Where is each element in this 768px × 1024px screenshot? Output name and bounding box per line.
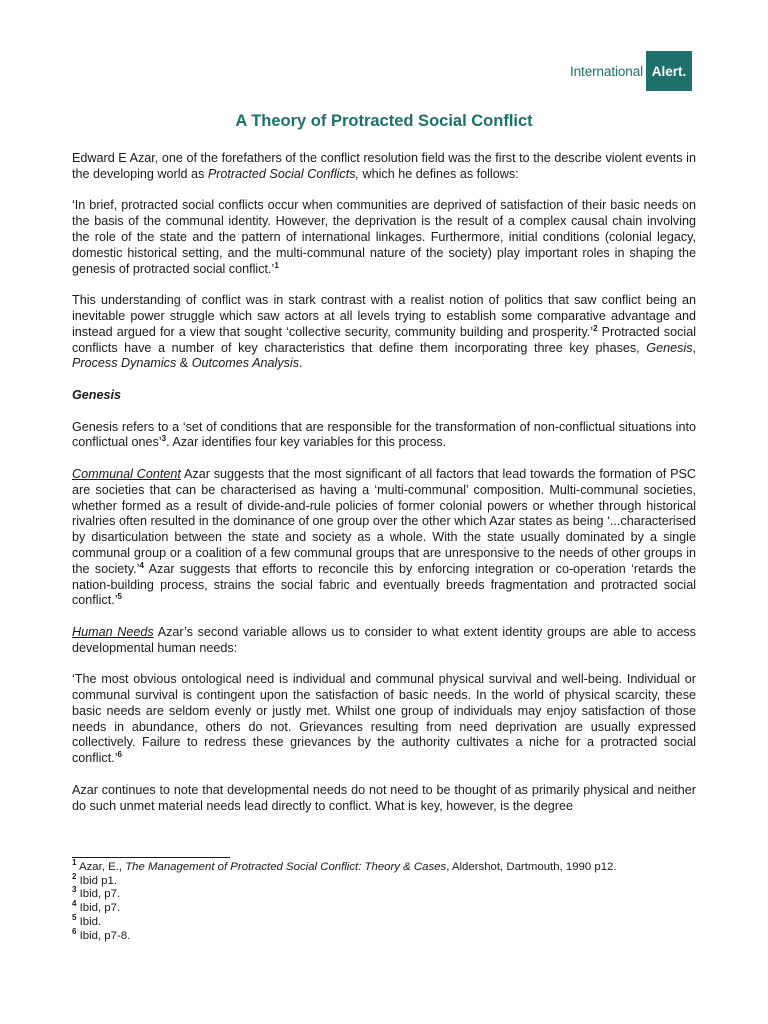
logo-text-box: Alert. [646, 51, 692, 91]
paragraph-genesis [72, 420, 696, 452]
footnote-number: 3 [72, 885, 77, 895]
text-run: Azar, E., [76, 861, 126, 873]
text-run: Ibid, p7. [76, 888, 121, 901]
text-run: ‘The most obvious ontological need is individual and communal physical survival and well-being. Individual or communal survival is contingent upon the satisfaction of basic needs. In the world of physical scarcity, these basic needs are seldom evenly or justly met. Whilst one group of individuals may enjoy satisfaction of those needs in abundance, others do not. Grievances resulting from need deprivation are usually expressed collectively. Failure to redress these grievances by the authority cultivates a niche for a protracted social conflict.’ [72, 672, 696, 766]
footnote-3 [72, 885, 696, 902]
text-run: This understanding of conflict was in stark contrast with a realist notion of politics that saw conflict being an inevitable power struggle which saw actors at all levels trying to establish some comparative advantage and instead argued for a view that sought ‘collective security, community building and prosperity.’ [72, 293, 696, 339]
page-title: A Theory of Protracted Social Conflict [235, 112, 533, 130]
footnotes [72, 858, 696, 943]
paragraph-human-needs [72, 625, 696, 657]
footnote-number: 6 [72, 926, 77, 936]
paragraph-realism [72, 293, 696, 372]
footnote-number: 4 [72, 899, 77, 909]
footnote-number: 2 [72, 871, 77, 881]
footnote-6 [72, 926, 696, 944]
paragraph-communal-content [72, 467, 696, 609]
text-run: Ibid p1. [76, 874, 117, 887]
text-run: Azar suggests that efforts to reconcile this by enforcing integration or co-operation ‘retards the nation-building process, strains the social fabric and eventually breeds fragmentation and protracted social conflict.’ [72, 561, 696, 608]
logo-text-left: International [570, 63, 644, 79]
footnote-ref: 2 [593, 323, 598, 333]
text-run: . [299, 356, 303, 371]
section-heading-genesis: Genesis [72, 387, 122, 402]
text-run: Ibid, p7-8. [76, 929, 131, 942]
text-run: ‘In brief, protracted social conflicts occur when communities are deprived of satisfaction of their basic needs on the basis of the communal identity. However, the deprivation is the result of a complex causal chain involving the role of the state and the pattern of international linkages. Furthermore, initial conditions (colonial legacy, domestic historical setting, and the multi-communal nature of the society) play important roles in shaping the genesis of protracted social conflict.’ [72, 198, 696, 276]
footnote-ref: 6 [117, 750, 122, 760]
text-run: Genesis refers to a ‘set of conditions that are responsible for the transformation of non-conflictual situations into conflictual ones’ [72, 419, 696, 450]
text-run: which he defines as follows: [359, 166, 519, 181]
international-alert-logo [570, 51, 692, 91]
footnote-ref: 4 [139, 560, 144, 570]
footnote-1 [72, 858, 696, 875]
footnote-4 [72, 899, 696, 916]
paragraph-quote-2 [72, 672, 696, 767]
text-run: . Azar identifies four key variables for this process. [166, 435, 447, 450]
text-run-italic: Process Dynamics [72, 356, 177, 371]
footnote-ref: 1 [274, 260, 279, 270]
paragraph-quote-1 [72, 198, 696, 277]
text-run-italic: The Management of Protracted Social Conflict: Theory & Cases [125, 861, 447, 873]
footnote-2 [72, 871, 696, 889]
footnote-ref: 3 [161, 434, 167, 444]
paragraph-continuation: Azar continues to note that developmental needs do not need to be thought of as primarily physical and neither do such unmet material needs lead directly to conflict. What is key, however, is the degree [72, 782, 696, 813]
text-run: Edward E Azar, one of the forefathers of the conflict resolution field was the first to the describe violent events in the developing world as [72, 151, 696, 181]
paragraph-intro [72, 151, 696, 183]
text-run: Protracted social conflicts have a number of key characteristics that define them incorporating three key phases, [72, 324, 696, 355]
text-run: , [692, 340, 696, 355]
text-run: , Aldershot, Dartmouth, 1990 p12. [446, 861, 617, 873]
footnote-5 [72, 913, 696, 930]
text-run: Azar suggests that the most significant of all factors that lead towards the formation of PSC are societies that can be characterised as having a ‘multi-communal’ composition. Multi-communal societies, whether formed as a result of divide-and-rule policies of former colonial powers or whether through historical rivalries often resulted in the dominance of one group over the other which Azar states as being ‘...characterised by disarticulation between the state and society as a whole. With the state usually dominated by a single communal group or a coalition of a few communal groups that are unresponsive to the needs of other groups in the society.’ [72, 466, 697, 576]
text-run-italic: Genesis [646, 340, 693, 355]
document-body [72, 151, 696, 830]
footnote-divider [72, 857, 230, 858]
footnote-number: 5 [72, 913, 77, 923]
text-run: Ibid, p7. [76, 902, 121, 915]
text-run-italic: Outcomes Analysis [191, 356, 300, 371]
subheading-human-needs: Human Needs [72, 624, 154, 639]
footnote-ref: 5 [117, 592, 122, 602]
text-run: & [176, 356, 192, 371]
text-run: Ibid. [76, 915, 102, 928]
subheading-communal-content: Communal Content [72, 466, 181, 481]
text-run-italic: Protracted Social Conflicts, [207, 166, 360, 181]
footnote-number: 1 [72, 858, 77, 868]
text-run: Azar’s second variable allows us to consider to what extent identity groups are able to access developmental human needs: [72, 624, 696, 655]
